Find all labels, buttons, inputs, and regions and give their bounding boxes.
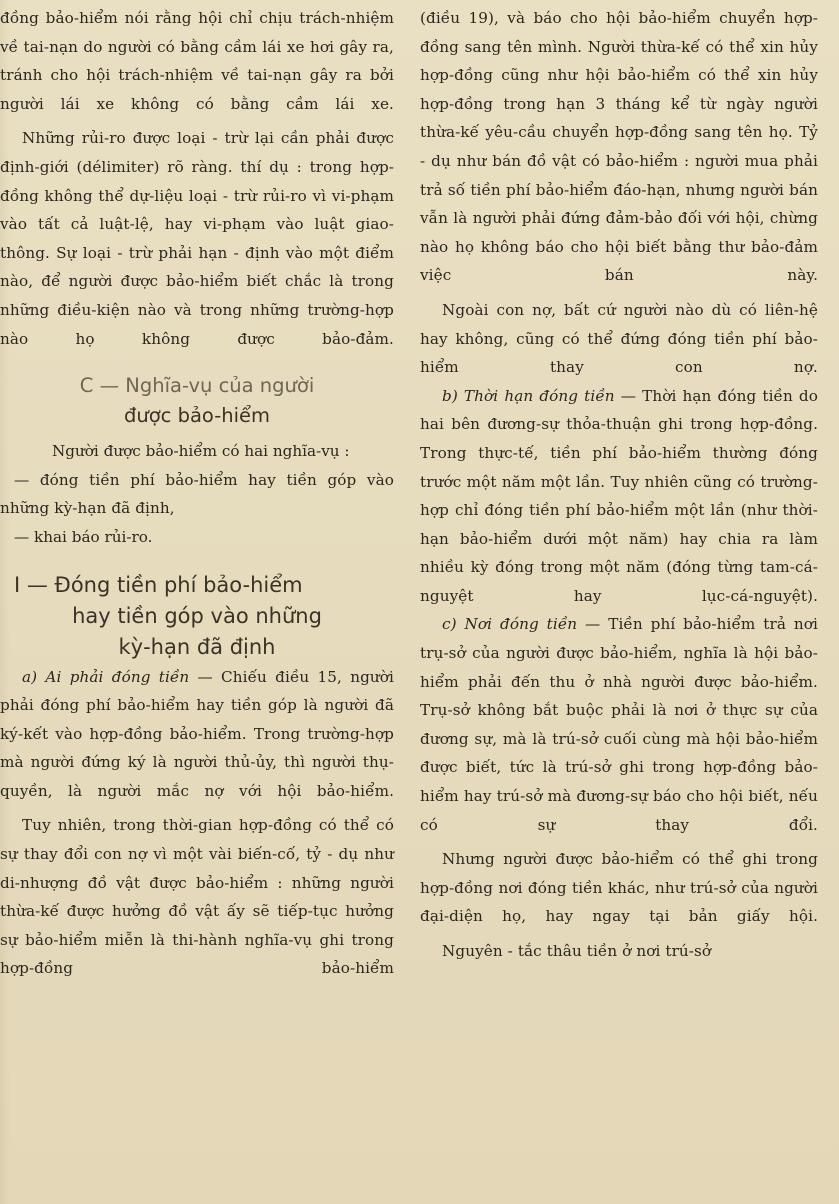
section-i-heading-line2: hay tiền góp vào những	[72, 603, 322, 628]
section-i-heading	[0, 570, 394, 663]
left-paragraph-5: Tuy nhiên, trong thời-gian hợp-đồng có thể có sự thay đổi con nợ vì một vài biến-cố, tỷ - dụ như di-nhượng đồ vật được bảo-hiểm : những người thừa-kế được hưởng đồ vật ấy sẽ tiếp-tục hưởng sự bảo-hiểm miễn là thi-hành nghĩa-vụ ghi trong hợp-đồng bảo-hiểm	[0, 816, 394, 978]
section-i-heading-line1: I — Đóng tiền phí bảo-hiểm	[14, 572, 303, 597]
right-paragraph-4-text: Tiền phí bảo-hiểm trả nơi trụ-sở của người được bảo-hiểm, nghĩa là hội bảo-hiểm phải đến thu ở nhà người được bảo-hiểm. Trụ-sở không bắt buộc phải là nơi ở thực sự của đương sự, mà là trú-sở cuối cùng mà hội bảo-hiểm được biết, tức là trú-sở ghi trong hợp-đồng bảo-hiểm hay trú-sở mà đương-sự báo cho hội biết, nếu có sự thay đổi.	[420, 615, 818, 834]
right-paragraph-6: Nguyên - tắc thâu tiền ở nơi trú-sở	[442, 942, 712, 960]
section-c-heading	[0, 371, 394, 431]
right-paragraph-1: (điều 19), và báo cho hội bảo-hiểm chuyển hợp-đồng sang tên mình. Người thừa-kế có thể xin hủy hợp-đồng cũng như hội bảo-hiểm có thể xin hủy hợp-đồng trong hạn 3 tháng kể từ ngày người thừa-kế yêu-cầu chuyển hợp-đồng sang tên họ. Tỷ - dụ như bán đồ vật có bảo-hiểm : người mua phải trả số tiền phí bảo-hiểm đáo-hạn, nhưng người bán vẫn là người phải đứng đảm-bảo đối với hội, chừng nào họ không báo cho hội biết bằng thư bảo-đảm việc bán này.	[420, 9, 818, 285]
left-paragraph-1: đồng bảo-hiểm nói rằng hội chỉ chịu trách-nhiệm về tai-nạn do người có bằng cầm lái xe hơi gây ra, tránh cho hội trách-nhiệm về tai-nạn gây ra bởi người lái xe không có bằng cầm lái xe.	[0, 9, 394, 113]
obligation-item-2: — khai báo rủi-ro.	[14, 527, 153, 546]
right-paragraph-2: Ngoài con nợ, bất cứ người nào dù có liên-hệ hay không, cũng có thể đứng đóng tiền phí bảo-hiểm thay con nợ.	[420, 300, 818, 377]
left-paragraph-3: Người được bảo-hiểm có hai nghĩa-vụ :	[52, 442, 350, 461]
subsection-b-title: b) Thời hạn đóng tiền —	[442, 386, 637, 405]
section-c-heading-line2: được bảo-hiểm	[123, 404, 270, 428]
right-paragraph-3-text: Thời hạn đóng tiền do hai bên đương-sự thỏa-thuận ghi trong hợp-đồng. Trong thực-tế, tiền phí bảo-hiểm thường đóng trước một năm một lần. Tuy nhiên cũng có trường-hợp chỉ đóng tiền phí bảo-hiểm một lần (như thời-hạn bảo-hiểm dưới một năm) hay chia ra làm nhiều kỳ đóng trong một năm (đóng từng tam-cá-nguyệt hay lục-cá-nguyệt).	[420, 386, 818, 605]
right-paragraph-4	[420, 610, 818, 839]
right-paragraph-5: Nhưng người được bảo-hiểm có thể ghi trong hợp-đồng nơi đóng tiền khác, như trú-sở của người đại-diện họ, hay ngay tại bản giấy hội.	[420, 850, 818, 926]
subsection-c-title: c) Nơi đóng tiền —	[442, 615, 601, 634]
obligation-item-1: — đóng tiền phí bảo-hiểm hay tiền góp vào những kỳ-hạn đã định,	[0, 470, 394, 518]
subsection-a-title: a) Ai phải đóng tiền —	[22, 667, 213, 686]
left-paragraph-2: Những rủi-ro được loại - trừ lại cần phải được định-giới (délimiter) rõ ràng. thí dụ : trong hợp-đồng không thể dự-liệu loại - trừ rủi-ro vì vi-phạm vào tất cả luật-lệ, hay vi-phạm vào luật giao-thông. Sự loại - trừ phải hạn - định vào một điểm nào, để người được bảo-hiểm biết chắc là trong những điều-kiện nào và trong những trường-hợp nào họ không được bảo-đảm.	[0, 129, 394, 348]
right-column	[420, 4, 818, 966]
left-paragraph-4	[0, 663, 394, 806]
left-column	[0, 4, 394, 983]
right-paragraph-3	[420, 382, 818, 611]
left-paragraph-4-text: Chiếu điều 15, người phải đóng phí bảo-hiểm hay tiền góp là người đã ký-kết vào hợp-đồng bảo-hiểm. Trong trường-hợp mà người đứng ký là người thủ-ủy, thì người thụ-quyền, là người mắc nợ với hội bảo-hiểm.	[0, 667, 394, 800]
section-i-heading-line3: kỳ-hạn đã định	[118, 634, 276, 659]
section-c-heading-line1: C — Nghĩa-vụ của người	[79, 374, 315, 398]
